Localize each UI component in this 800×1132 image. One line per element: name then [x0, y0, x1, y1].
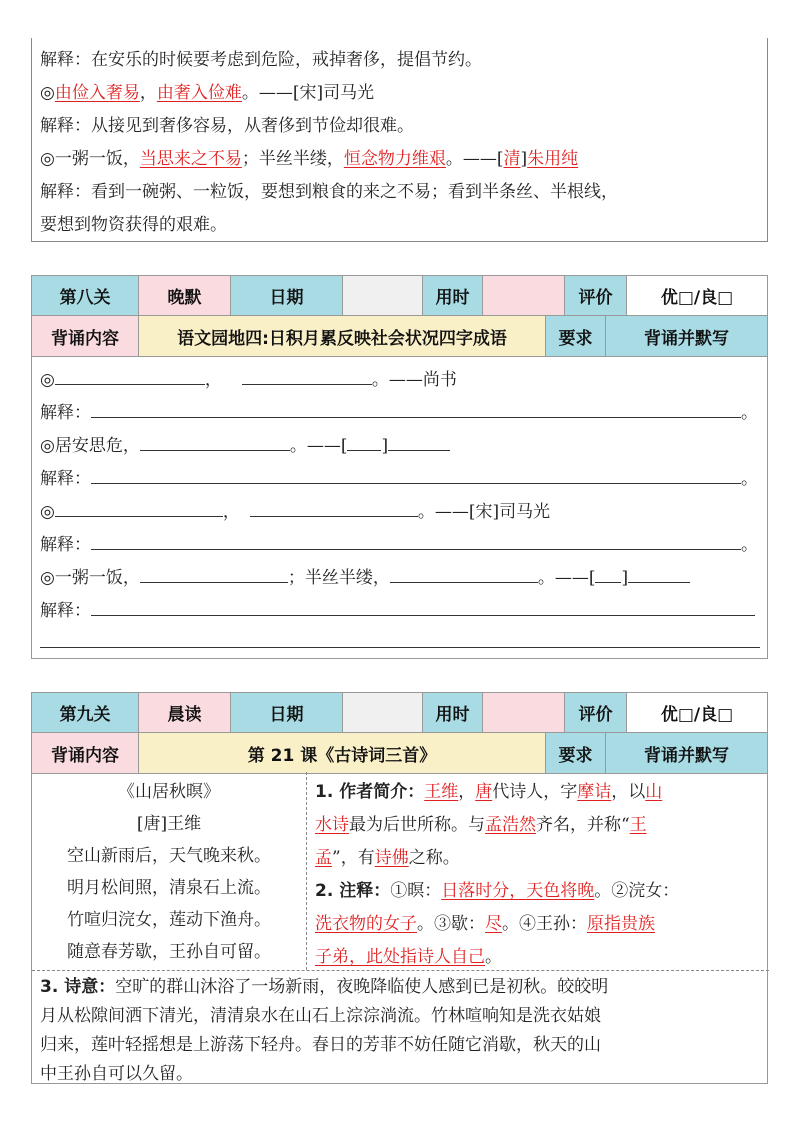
notes-line: 2. 注释：①暝：日落时分，天色将晚。②浣女： [315, 881, 680, 901]
notes-line: 子弟，此处指诗人自己。 [315, 947, 502, 967]
explain-line: 解释： [40, 596, 755, 621]
date-field[interactable] [343, 276, 423, 315]
date-label: 日期 [231, 693, 343, 732]
poem-line: 随意春芳歇，王孙自可留。 [67, 942, 271, 962]
content-label: 背诵内容 [32, 733, 139, 773]
explain-continuation-line [40, 629, 760, 653]
mode-label: 晨读 [139, 693, 231, 732]
blank-field[interactable] [55, 498, 223, 517]
meaning-label: 3. 诗意： [40, 977, 116, 997]
meaning-text: 月从松隙间洒下清光，清清泉水在山石上淙淙淌流。竹林喧响知是洗衣姑娘 [40, 1006, 601, 1026]
content-title: 第 21 课《古诗词三首》 [139, 733, 546, 773]
answer-text: 由奢入俭难 [156, 83, 242, 103]
level8-body [31, 357, 768, 659]
blank-field[interactable] [91, 531, 741, 550]
poem-line: 竹喧归浣女，莲动下渔舟。 [67, 910, 271, 930]
time-field[interactable] [483, 276, 565, 315]
blank-field[interactable] [595, 564, 621, 583]
blank-field[interactable] [40, 629, 760, 648]
blank-field[interactable] [140, 432, 290, 451]
requirement-value: 背诵并默写 [606, 316, 767, 356]
fill-line: ◎ ， 。——[宋]司马光 [40, 497, 550, 522]
mode-label: 晚默 [139, 276, 231, 315]
date-label: 日期 [231, 276, 343, 315]
meaning-text: 中王孙自可以久留。 [40, 1064, 193, 1084]
content-label: 背诵内容 [32, 316, 139, 356]
poem-meaning [32, 970, 769, 1089]
blank-field[interactable] [390, 564, 538, 583]
blank-field[interactable] [250, 498, 418, 517]
blank-field[interactable] [140, 564, 288, 583]
level9-header-table [31, 692, 768, 774]
level-label: 第八关 [32, 276, 139, 315]
answer-text: 当思来之不易 [139, 149, 242, 169]
level-label: 第九关 [32, 693, 139, 732]
level8-header-table [31, 275, 768, 357]
poem-line: 空山新雨后，天气晚来秋。 [67, 846, 271, 866]
answer-text: 由俭入奢易 [54, 83, 140, 103]
requirement-label: 要求 [546, 733, 606, 773]
answer-text: 恒念物力维艰 [343, 149, 446, 169]
eval-options[interactable]: 优□/良□ [627, 693, 767, 732]
blank-field[interactable] [388, 432, 450, 451]
content-title: 语文园地四:日积月累反映社会状况四字成语 [139, 316, 546, 356]
explanation-line: 要想到物资获得的艰难。 [40, 215, 227, 235]
requirement-label: 要求 [546, 316, 606, 356]
answer-text: 清 [503, 149, 521, 169]
answer-text: 朱用纯 [527, 149, 579, 169]
author-intro-line: 孟”，有诗佛之称。 [315, 848, 460, 868]
author-intro-line: 水诗最为后世所称。与孟浩然齐名，并称“王 [315, 815, 647, 835]
blank-field[interactable] [55, 366, 205, 385]
notes-line: 洗衣物的女子。③歇：尽。④王孙：原指贵族 [315, 914, 655, 934]
blank-field[interactable] [242, 366, 372, 385]
quote-line: ◎一粥一饭，当思来之不易；半丝半缕，恒念物力维艰。——[清]朱用纯 [40, 149, 579, 169]
meaning-text: 归来，莲叶轻摇想是上游荡下轻舟。春日的芳菲不妨任随它消歇，秋天的山 [40, 1035, 601, 1055]
blank-field[interactable] [628, 564, 690, 583]
fill-line: ◎居安思危， 。——[ ] [40, 431, 450, 456]
requirement-value: 背诵并默写 [606, 733, 767, 773]
blank-field[interactable] [91, 465, 741, 484]
explain-line: 解释： 。 [40, 398, 758, 423]
eval-label: 评价 [565, 693, 627, 732]
explain-line: 解释： 。 [40, 464, 758, 489]
explain-line: 解释： 。 [40, 530, 758, 555]
poem-title: 《山居秋暝》 [118, 782, 220, 802]
fill-line: ◎一粥一饭， ；半丝半缕， 。——[ ] [40, 563, 690, 588]
explanation-line: 解释：从接见到奢侈容易，从奢侈到节俭却很难。 [40, 116, 414, 136]
time-label: 用时 [423, 693, 483, 732]
notes-panel [315, 776, 761, 974]
eval-options[interactable]: 优□/良□ [627, 276, 767, 315]
quote-line: ◎由俭入奢易，由奢入俭难。——[宋]司马光 [40, 83, 375, 103]
previous-section-box [31, 38, 768, 242]
level9-body [31, 772, 768, 1084]
date-field[interactable] [343, 693, 423, 732]
meaning-text: 空旷的群山沐浴了一场新雨，夜晚降临使人感到已是初秋。皎皎明 [115, 977, 609, 997]
poem-panel [32, 772, 307, 970]
blank-field[interactable] [91, 399, 741, 418]
poem-line: 明月松间照，清泉石上流。 [67, 878, 271, 898]
blank-field[interactable] [91, 597, 755, 616]
time-field[interactable] [483, 693, 565, 732]
eval-label: 评价 [565, 276, 627, 315]
time-label: 用时 [423, 276, 483, 315]
explanation-line: 解释：看到一碗粥、一粒饭，要想到粮食的来之不易；看到半条丝、半根线， [40, 182, 618, 202]
poem-author: [唐]王维 [136, 814, 202, 834]
explanation-line: 解释：在安乐的时候要考虑到危险，戒掉奢侈，提倡节约。 [40, 50, 482, 70]
author-intro-line: 1. 作者简介：王维，唐代诗人，字摩诘，以山 [315, 782, 663, 802]
blank-field[interactable] [347, 432, 381, 451]
fill-line: ◎ ， 。——尚书 [40, 365, 457, 390]
